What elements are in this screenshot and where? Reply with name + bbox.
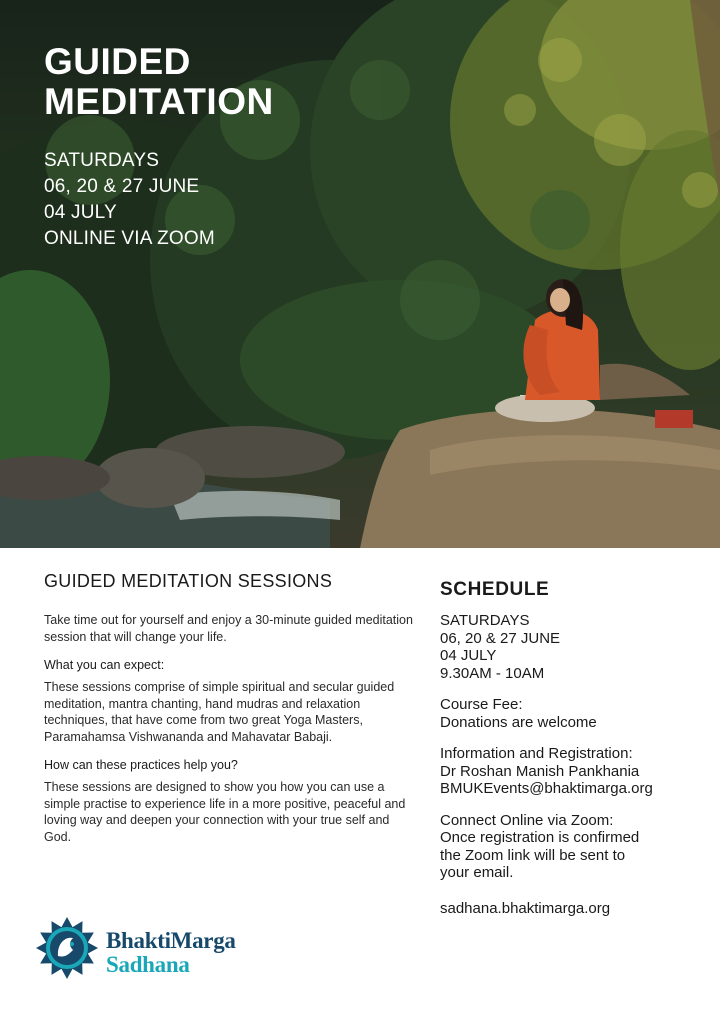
schedule-line: SATURDAYS <box>440 612 530 629</box>
zoom-line: Once registration is confirmed <box>440 829 640 846</box>
logo-wordmark <box>106 929 236 977</box>
schedule-line: 9.30AM - 10AM <box>440 664 545 682</box>
sessions-description <box>44 570 414 845</box>
logo-line-bhaktimarga: BhaktiMarga <box>106 928 236 953</box>
fee-line: Course Fee: <box>440 696 523 713</box>
hero-title <box>44 42 364 122</box>
schedule-line: 06, 20 & 27 JUNE <box>440 629 561 647</box>
help-heading: How can these practices help you? <box>44 758 238 772</box>
schedule-heading: SCHEDULE <box>440 579 550 600</box>
help-paragraph: These sessions are designed to show you how you can use a simple practise to experience life in a more positive, peaceful and loving way and deepen your connection with your true self and God. <box>44 780 406 844</box>
info-line: Dr Roshan Manish Pankhania <box>440 762 640 780</box>
intro-paragraph: Take time out for yourself and enjoy a 30-minute guided meditation session that will change your life. <box>44 613 413 644</box>
lotus-mandala-icon <box>34 915 100 981</box>
hero-detail-line: ONLINE VIA ZOOM <box>44 228 215 249</box>
bhaktimarga-logo <box>34 915 274 987</box>
website-link[interactable]: sadhana.bhaktimarga.org <box>440 899 611 917</box>
registration-info <box>440 745 700 798</box>
sessions-heading: GUIDED MEDITATION SESSIONS <box>44 571 333 591</box>
fee-line: Donations are welcome <box>440 713 597 731</box>
contact-email-link[interactable]: BMUKEvents@bhaktimarga.org <box>440 780 653 797</box>
zoom-line: your email. <box>440 864 514 881</box>
hero-title-line: GUIDED <box>44 41 191 82</box>
schedule-panel <box>440 578 700 918</box>
info-line: Information and Registration: <box>440 745 633 762</box>
hero-title-line: MEDITATION <box>44 81 274 122</box>
schedule-line: 04 JULY <box>440 647 497 664</box>
zoom-info <box>440 812 700 882</box>
course-fee <box>440 696 700 731</box>
hero-detail-line: 04 JULY <box>44 202 117 223</box>
zoom-line: Connect Online via Zoom: <box>440 811 614 829</box>
schedule-dates <box>440 612 700 682</box>
expect-paragraph: These sessions comprise of simple spiritual and secular guided meditation, mantra chanting, hand mudras and relaxation techniques, that have come from two great Yoga Masters, Paramahamsa Vishwananda and Mahavatar Babaji. <box>44 680 395 744</box>
hero-event-details <box>44 148 215 252</box>
hero-detail-line: 06, 20 & 27 JUNE <box>44 176 200 197</box>
hero-detail-line: SATURDAYS <box>44 150 160 171</box>
logo-line-sadhana: Sadhana <box>106 952 190 977</box>
expect-heading: What you can expect: <box>44 658 165 672</box>
zoom-line: the Zoom link will be sent to <box>440 846 626 864</box>
